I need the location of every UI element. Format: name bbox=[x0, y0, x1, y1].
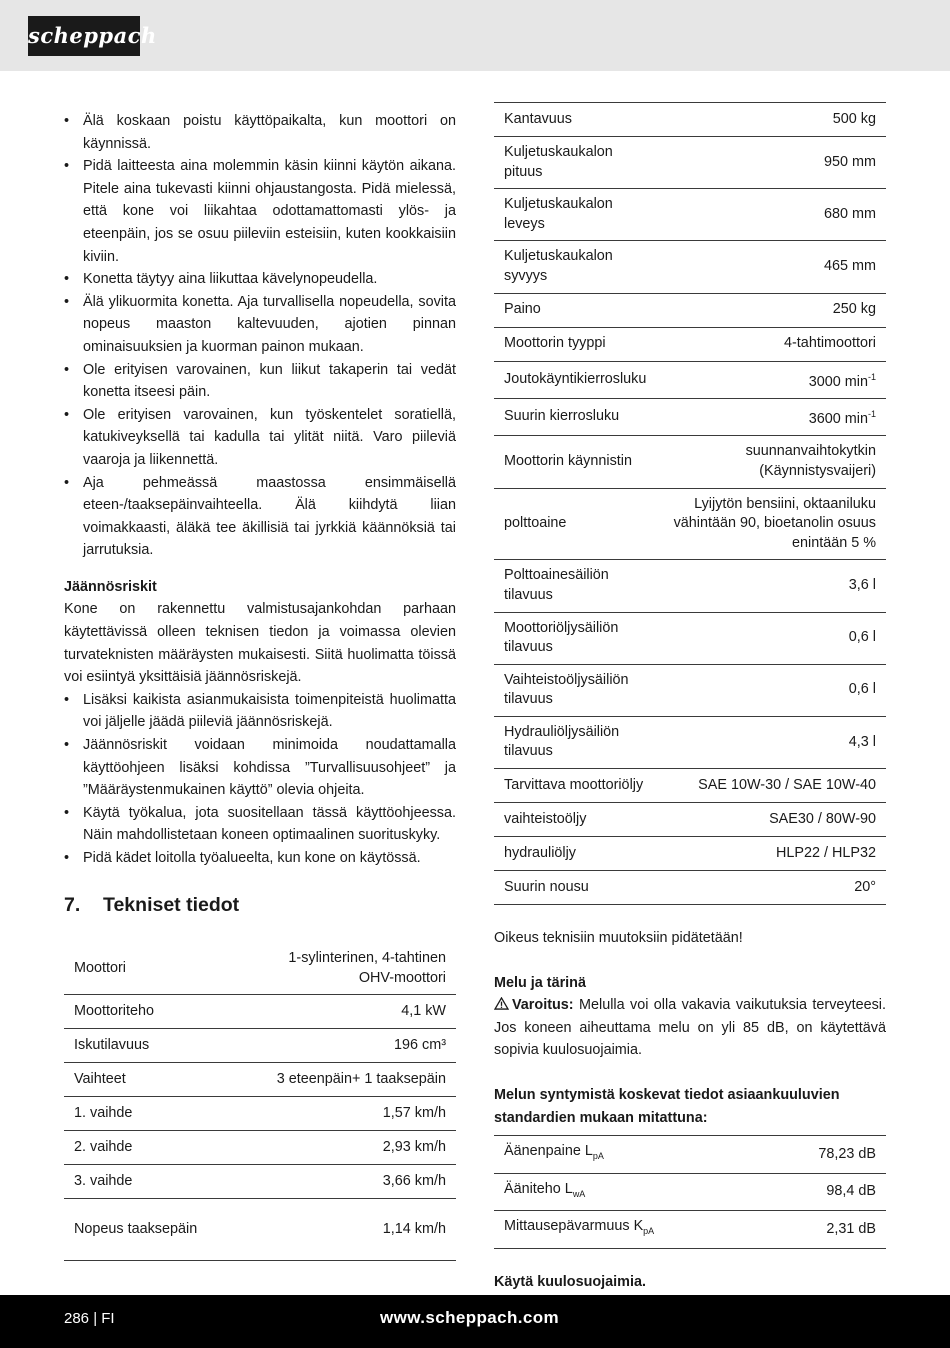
residual-risks-heading: Jäännösriskit bbox=[64, 578, 157, 595]
spec-value-text: suunnanvaihtokytkin (Käynnistysvaijeri) bbox=[745, 443, 876, 479]
spec-label-text: Tarvittava moottoriöljy bbox=[504, 776, 644, 793]
spec-label bbox=[494, 293, 656, 327]
spec-label-subscript: pA bbox=[643, 1226, 655, 1237]
spec-label-text: Vaihteistoöljysäiliön tilavuus bbox=[504, 671, 629, 708]
spec-label bbox=[494, 664, 656, 716]
warning-text: Melulla voi olla vakavia vaikutuksia terveyteesi. Jos koneen aiheuttama melu on yli 85 dB, on käytettävä sopivia kuulosuojaimia. bbox=[494, 997, 886, 1059]
spec-label-text: vaihteistoöljy bbox=[504, 810, 587, 827]
spec-label bbox=[494, 837, 656, 871]
spec-value bbox=[656, 871, 886, 905]
spec-label bbox=[494, 1173, 729, 1210]
page-footer bbox=[0, 1295, 950, 1348]
spec-value-text: 2,31 dB bbox=[826, 1220, 876, 1237]
spec-table-right bbox=[494, 102, 886, 905]
list-item: • Pidä laitteesta aina molemmin käsin kiinni käytön aikana. Pitele aina tukevasti kiinni ohjaustangosta. Pidä mielessä, että kone voi liikahtaa odottamattomasti ylös- ja eteenpäin, jos se osuu piileviin esteisiin, kuten kookkaisiin kiviin. bbox=[64, 155, 456, 268]
table-row bbox=[494, 612, 886, 664]
spec-value bbox=[656, 716, 886, 768]
spec-label bbox=[494, 241, 656, 293]
spec-label-text: Joutokäyntikierrosluku bbox=[504, 370, 647, 387]
spec-value bbox=[656, 189, 886, 241]
spec-label-text: Moottori bbox=[74, 959, 126, 976]
list-item: • Konetta täytyy aina liikuttaa kävelynopeudella. bbox=[64, 268, 456, 291]
spec-label bbox=[494, 769, 656, 803]
spec-value bbox=[656, 137, 886, 189]
spec-value-text: 680 mm bbox=[824, 205, 876, 222]
spec-label-text: 1. vaihde bbox=[74, 1105, 133, 1122]
spec-value bbox=[240, 1131, 456, 1165]
table-row bbox=[64, 1131, 456, 1165]
spec-label-text: Hydrauliöljysäiliön tilavuus bbox=[504, 723, 620, 760]
list-item: • Käytä työkalua, jota suositellaan tässä käyttöohjeessa. Näin mahdollistetaan koneen optimaalinen suorituskyky. bbox=[64, 802, 456, 847]
spec-label bbox=[494, 361, 656, 398]
spec-label-text: Paino bbox=[504, 301, 541, 318]
spec-value-text: SAE30 / 80W-90 bbox=[769, 810, 876, 827]
table-row bbox=[494, 436, 886, 488]
spec-value-text: 3000 min bbox=[808, 373, 868, 390]
table-row bbox=[64, 995, 456, 1029]
spec-value bbox=[240, 943, 456, 995]
spec-value-text: 2,93 km/h bbox=[382, 1139, 446, 1156]
spec-value-text: 500 kg bbox=[832, 110, 876, 127]
spec-value bbox=[656, 436, 886, 488]
left-column bbox=[64, 110, 456, 1261]
spec-label-subscript: pA bbox=[592, 1151, 604, 1162]
spec-value bbox=[656, 769, 886, 803]
spec-value-text: 20° bbox=[854, 878, 876, 895]
spec-label bbox=[494, 871, 656, 905]
table-row bbox=[64, 1063, 456, 1097]
website-link[interactable]: www.scheppach.com bbox=[380, 1308, 560, 1327]
spec-value-text: 4,1 kW bbox=[401, 1003, 446, 1020]
table-row bbox=[494, 398, 886, 435]
page-number: 286 | FI bbox=[64, 1310, 115, 1327]
spec-label-text: Kuljetuskaukalon leveys bbox=[504, 196, 613, 232]
table-row bbox=[494, 871, 886, 905]
spec-value bbox=[240, 995, 456, 1029]
spec-value-text: 4-tahtimoottori bbox=[784, 335, 876, 352]
spec-value bbox=[656, 488, 886, 560]
spec-value bbox=[729, 1211, 886, 1248]
table-row bbox=[494, 137, 886, 189]
spec-label-text: Iskutilavuus bbox=[74, 1037, 150, 1054]
spec-value bbox=[240, 1063, 456, 1097]
spec-value bbox=[729, 1173, 886, 1210]
list-item: • Ole erityisen varovainen, kun työskentelet soratiellä, katukiveyksellä tai kadulla tai ylität niitä. Varo piileviä vaaroja ja liikennettä. bbox=[64, 404, 456, 472]
table-row bbox=[494, 716, 886, 768]
spec-label bbox=[64, 1097, 240, 1131]
spec-label-text: Moottoriteho bbox=[74, 1003, 154, 1020]
spec-value-text: 950 mm bbox=[824, 153, 876, 170]
spec-value bbox=[656, 612, 886, 664]
spec-value-text: 250 kg bbox=[832, 301, 876, 318]
spec-label-text: Kantavuus bbox=[504, 110, 573, 127]
list-item: • Jäännösriskit voidaan minimoida noudattamalla käyttöohjeen lisäksi kohdissa ”Turvallisuusohjeet” ja ”Määräystenmukainen käyttö” olevia ohjeita. bbox=[64, 734, 456, 802]
spec-value-text: 0,6 l bbox=[848, 629, 876, 646]
spec-label-text: Moottoriöljysäiliön tilavuus bbox=[504, 619, 619, 656]
spec-value-text: 0,6 l bbox=[848, 681, 876, 698]
table-row bbox=[494, 769, 886, 803]
table-row bbox=[494, 1173, 886, 1210]
spec-value bbox=[656, 361, 886, 398]
spec-label bbox=[494, 612, 656, 664]
spec-value bbox=[240, 1029, 456, 1063]
list-item: • Lisäksi kaikista asianmukaisista toimenpiteistä huolimatta voi jäljelle jäädä piileviä jäännösriskejä. bbox=[64, 689, 456, 734]
spec-label bbox=[494, 488, 656, 560]
spec-value-text: 196 cm³ bbox=[394, 1037, 446, 1054]
spec-value bbox=[656, 241, 886, 293]
spec-value bbox=[656, 398, 886, 435]
spec-value-text: Lyijytön bensiini, oktaaniluku vähintään 90, bioetanolin osuus enintään 5 % bbox=[673, 495, 876, 551]
spec-label bbox=[64, 943, 240, 995]
spec-label bbox=[64, 1199, 240, 1261]
table-row bbox=[494, 1211, 886, 1248]
spec-label bbox=[494, 803, 656, 837]
spec-label bbox=[64, 1131, 240, 1165]
warning-label: Varoitus: bbox=[512, 997, 574, 1014]
spec-value bbox=[729, 1136, 886, 1173]
table-row bbox=[494, 488, 886, 560]
spec-value-text: 3,66 km/h bbox=[382, 1173, 446, 1190]
spec-label-text: polttoaine bbox=[504, 515, 567, 532]
spec-label bbox=[64, 1029, 240, 1063]
section-title-text: Tekniset tiedot bbox=[103, 893, 240, 916]
spec-value bbox=[240, 1165, 456, 1199]
table-row bbox=[494, 241, 886, 293]
spec-value-text: 98,4 dB bbox=[826, 1183, 876, 1200]
spec-label-text: Suurin nousu bbox=[504, 878, 589, 895]
spec-value bbox=[240, 1097, 456, 1131]
spec-value bbox=[656, 803, 886, 837]
spec-value-text: 3 eteenpäin+ 1 taaksepäin bbox=[276, 1071, 446, 1088]
spec-value bbox=[656, 560, 886, 612]
spec-value bbox=[656, 837, 886, 871]
section-title bbox=[64, 894, 456, 917]
hearing-protection-heading: Käytä kuulosuojaimia. bbox=[494, 1273, 646, 1290]
residual-bullets bbox=[64, 689, 456, 870]
table-row bbox=[494, 837, 886, 871]
spec-label-text: hydrauliöljy bbox=[504, 844, 576, 861]
table-row bbox=[64, 1165, 456, 1199]
spec-label-text: Kuljetuskaukalon pituus bbox=[504, 144, 613, 180]
list-item: • Ole erityisen varovainen, kun liikut takaperin tai vedät konetta itseesi päin. bbox=[64, 359, 456, 404]
table-row bbox=[64, 1029, 456, 1063]
spec-value bbox=[656, 664, 886, 716]
table-row bbox=[64, 1199, 456, 1261]
spec-label bbox=[494, 1136, 729, 1173]
section-number: 7. bbox=[64, 893, 81, 916]
spec-label-text: Mittausepävarmuus K bbox=[504, 1218, 644, 1235]
spec-label bbox=[494, 137, 656, 189]
measurement-heading: Melun syntymistä koskevat tiedot asiaankuuluvien standardien mukaan mitattuna: bbox=[494, 1087, 840, 1126]
table-row bbox=[494, 803, 886, 837]
spec-value-text: HLP22 / HLP32 bbox=[776, 844, 876, 861]
spec-label-text: Ääniteho L bbox=[504, 1180, 573, 1197]
spec-label-text: Moottorin tyyppi bbox=[504, 335, 606, 352]
spec-label-text: Nopeus taaksepäin bbox=[74, 1221, 198, 1238]
spec-value bbox=[240, 1199, 456, 1261]
spec-label bbox=[494, 436, 656, 488]
spec-value bbox=[656, 103, 886, 137]
spec-label-text: 3. vaihde bbox=[74, 1173, 133, 1190]
spec-label bbox=[494, 1211, 729, 1248]
table-row bbox=[494, 327, 886, 361]
residual-risks-text: Kone on rakennettu valmistusajankohdan parhaan käytettävissä olleen teknisen tiedon ja voimassa olevien turvateknisten määräysten mukaisesti. Siitä huolimatta töissä voi esiintyä yksittäisiä jäännösriskejä. bbox=[64, 601, 456, 686]
list-item: • Pidä kädet loitolla työalueelta, kun kone on käytössä. bbox=[64, 847, 456, 870]
spec-value-text: SAE 10W-30 / SAE 10W-40 bbox=[698, 776, 876, 793]
table-row bbox=[64, 1097, 456, 1131]
table-row bbox=[494, 189, 886, 241]
warning-paragraph bbox=[494, 994, 886, 1062]
table-row bbox=[494, 103, 886, 137]
spec-label-text: Moottorin käynnistin bbox=[504, 453, 632, 470]
spec-label bbox=[494, 327, 656, 361]
scheppach-logo: scheppach bbox=[28, 16, 140, 56]
rights-note: Oikeus teknisiin muutoksiin pidätetään! bbox=[494, 930, 743, 947]
spec-table-left bbox=[64, 943, 456, 1261]
table-row bbox=[494, 560, 886, 612]
spec-label bbox=[64, 1063, 240, 1097]
safety-bullets bbox=[64, 110, 456, 562]
spec-value-text: 78,23 dB bbox=[818, 1145, 876, 1162]
spec-value-text: 1-sylinterinen, 4-tahtinen OHV-moottori bbox=[288, 950, 446, 986]
spec-value-superscript: -1 bbox=[867, 408, 876, 419]
spec-label bbox=[494, 716, 656, 768]
list-item: • Aja pehmeässä maastossa ensimmäisellä eteen-/taaksepäinvaihteella. Älä kiihdytä liian voimakkaasti, äläkä tee äkillisiä tai jyrkkiä käännöksiä tai jarrutuksia. bbox=[64, 472, 456, 562]
spec-value-text: 3600 min bbox=[808, 410, 868, 427]
spec-label-text: Äänenpaine L bbox=[504, 1143, 593, 1160]
spec-value-text: 465 mm bbox=[824, 258, 876, 275]
spec-label-text: Suurin kierrosluku bbox=[504, 408, 620, 425]
spec-label bbox=[494, 189, 656, 241]
spec-value-text: 1,14 km/h bbox=[382, 1221, 446, 1238]
list-item: • Älä koskaan poistu käyttöpaikalta, kun moottori on käynnissä. bbox=[64, 110, 456, 155]
noise-heading: Melu ja tärinä bbox=[494, 974, 586, 991]
spec-value-text: 4,3 l bbox=[848, 733, 876, 750]
table-row bbox=[494, 664, 886, 716]
spec-label-subscript: wA bbox=[572, 1188, 586, 1199]
spec-label-text: Vaihteet bbox=[74, 1071, 126, 1088]
spec-label bbox=[64, 995, 240, 1029]
spec-value bbox=[656, 293, 886, 327]
spec-value-text: 3,6 l bbox=[848, 577, 876, 594]
table-row bbox=[494, 361, 886, 398]
spec-label-text: 2. vaihde bbox=[74, 1139, 133, 1156]
table-row bbox=[64, 943, 456, 995]
list-item: • Älä ylikuormita konetta. Aja turvallisella nopeudella, sovita nopeus maaston kaltevuuden, ajotien pinnan ominaisuuksien ja kuorman painon mukaan. bbox=[64, 291, 456, 359]
spec-label bbox=[64, 1165, 240, 1199]
spec-value-superscript: -1 bbox=[867, 371, 876, 382]
spec-value-text: 1,57 km/h bbox=[382, 1105, 446, 1122]
page-header bbox=[0, 0, 950, 71]
spec-label bbox=[494, 398, 656, 435]
table-row bbox=[494, 293, 886, 327]
spec-value bbox=[656, 327, 886, 361]
spec-label bbox=[494, 103, 656, 137]
spec-label bbox=[494, 560, 656, 612]
spec-label-text: Polttoainesäiliön tilavuus bbox=[504, 567, 609, 603]
right-column bbox=[494, 102, 886, 1316]
noise-measurement-table bbox=[494, 1135, 886, 1248]
warning-triangle-icon bbox=[494, 997, 509, 1010]
table-row bbox=[494, 1136, 886, 1173]
spec-label-text: Kuljetuskaukalon syvyys bbox=[504, 248, 613, 284]
